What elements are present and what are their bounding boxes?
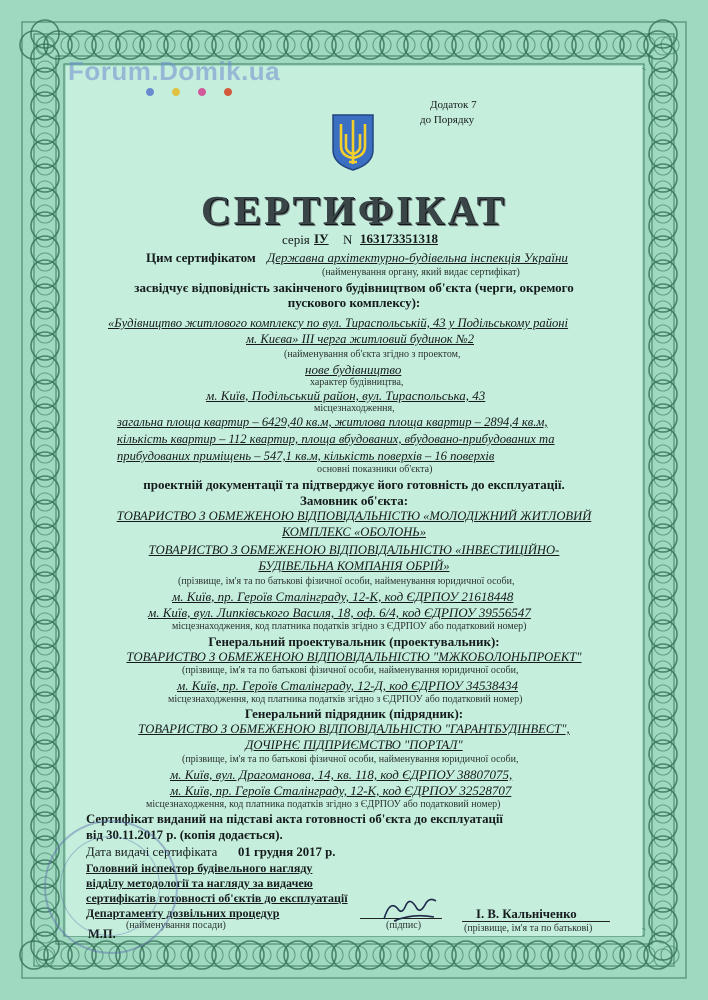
construction-type: нове будівництво	[305, 362, 402, 377]
ukraine-coat-of-arms-icon	[330, 112, 376, 172]
customer-line-3: ТОВАРИСТВО З ОБМЕЖЕНОЮ ВІДПОВІДАЛЬНІСТЮ «ІНВЕСТИЦІЙНО-	[148, 543, 560, 557]
official-position-line-2: відділу методології та нагляду за видачею	[86, 876, 313, 890]
object-location-caption: місцезнаходження,	[314, 403, 395, 414]
basis-line-2: від 30.11.2017 р. (копія додається).	[86, 828, 283, 842]
official-position-line-4: Департаменту дозвільних процедур	[86, 906, 280, 920]
contractor-caption-2: місцезнаходження, код платника податків згідно з ЄДРПОУ або податковий номер)	[146, 799, 501, 810]
issue-date-value: 01 грудня 2017 р.	[238, 845, 336, 859]
conformity-statement: проектній документації та підтверджує його готовність до експлуатації.	[143, 477, 565, 492]
dot-yellow	[172, 88, 180, 96]
customer-address-2: м. Київ, вул. Липківського Василя, 18, оф. 6/4, код ЄДРПОУ 39556547	[148, 605, 531, 620]
designer-name: ТОВАРИСТВО З ОБМЕЖЕНОЮ ВІДПОВІДАЛЬНІСТЮ "МЖКОБОЛОНЬПРОЕКТ"	[126, 650, 582, 664]
issuer-prefix: Цим сертифікатом	[146, 250, 256, 265]
customer-line-2: КОМПЛЕКС «ОБОЛОНЬ»	[281, 525, 427, 539]
contractor-caption-1: (прізвище, ім'я та по батькові фізичної особи, найменування юридичної особи,	[182, 754, 519, 765]
official-position-caption: (найменування посади)	[126, 920, 226, 931]
contractor-line-1: ТОВАРИСТВО З ОБМЕЖЕНОЮ ВІДПОВІДАЛЬНІСТЮ "ГАРАНТБУДІНВЕСТ",	[138, 722, 570, 736]
metrics-line-2: кількість квартир – 112 квартир, площа вбудованих, вбудовано-прибудованих та	[117, 432, 555, 446]
appendix-line-1: Додаток 7	[430, 99, 477, 111]
customer-heading: Замовник об'єкта:	[299, 493, 409, 508]
metrics-line-1: загальна площа квартир – 6429,40 кв.м, житлова площа квартир – 2894,4 кв.м,	[117, 415, 548, 429]
contractor-line-2: ДОЧІРНЄ ПІДПРИЄМСТВО "ПОРТАЛ"	[245, 738, 463, 752]
customer-line-1: ТОВАРИСТВО З ОБМЕЖЕНОЮ ВІДПОВІДАЛЬНІСТЮ «МОЛОДІЖНИЙ ЖИТЛОВИЙ	[116, 509, 592, 523]
dot-red	[224, 88, 232, 96]
watermark: Forum.Domik.ua	[68, 56, 281, 86]
issuer-caption: (найменування органу, який видає сертифікат)	[322, 267, 520, 278]
dot-blue	[146, 88, 154, 96]
signature-caption: (підпис)	[386, 920, 422, 931]
designer-caption-2: місцезнаходження, код платника податків згідно з ЄДРПОУ або податковий номер)	[168, 694, 523, 705]
object-name-line-1: «Будівництво житлового комплексу по вул. Тираспольській, 43 у Подільському районі	[108, 316, 569, 330]
signer-name: І. В. Кальніченко	[476, 907, 577, 921]
object-location: м. Київ, Подільський район, вул. Тираспольська, 43	[206, 388, 486, 403]
signer-line	[462, 921, 610, 922]
seal-label: М.П.	[88, 927, 116, 941]
official-position-line-3: сертифікатів готовності об'єктів до експлуатації	[86, 891, 348, 905]
series-value: ІУ	[314, 231, 329, 246]
construction-type-caption: характер будівництва,	[310, 377, 404, 388]
customer-caption-1: (прізвище, ім'я та по батькові фізичної особи, найменування юридичної особи,	[178, 576, 515, 587]
basis-line-1: Сертифікат виданий на підставі акта готовності об'єкта до експлуатації	[86, 812, 503, 826]
confirms-line-2: пускового комплексу):	[287, 295, 421, 310]
object-name-caption: (найменування об'єкта згідно з проектом,	[284, 349, 461, 360]
contractor-address-1: м. Київ, вул. Драгоманова, 14, кв. 118, код ЄДРПОУ 38807075,	[170, 767, 513, 782]
series-number-label: N	[343, 232, 353, 247]
dot-pink	[198, 88, 206, 96]
metrics-line-3: прибудованих приміщень – 547,1 кв.м, кількість поверхів – 16 поверхів	[117, 449, 495, 463]
customer-caption-2: місцезнаходження, код платника податків згідно з ЄДРПОУ або податковий номер)	[172, 621, 527, 632]
certificate-title: СЕРТИФІКАТ	[201, 187, 507, 233]
issue-date-label: Дата видачі сертифіката	[86, 845, 218, 859]
customer-line-4: БУДІВЕЛЬНА КОМПАНІЯ ОБРІЙ»	[258, 559, 450, 573]
watermark-dots	[146, 88, 246, 98]
issuer-name: Державна архітектурно-будівельна інспекція України	[267, 250, 568, 265]
designer-caption-1: (прізвище, ім'я та по батькові фізичної особи, найменування юридичної особи,	[182, 665, 519, 676]
object-name-line-2: м. Києва» ІІІ черга житловий будинок №2	[246, 332, 474, 346]
customer-address-1: м. Київ, пр. Героїв Сталінграду, 12-К, код ЄДРПОУ 21618448	[172, 589, 514, 604]
official-position-line-1: Головний інспектор будівельного нагляду	[86, 861, 313, 875]
contractor-heading: Генеральний підрядник (підрядник):	[244, 706, 464, 721]
designer-address: м. Київ, пр. Героїв Сталінграду, 12-Д, код ЄДРПОУ 34538434	[177, 678, 518, 693]
designer-heading: Генеральний проектувальник (проектувальник):	[208, 634, 500, 649]
appendix-line-2: до Порядку	[420, 114, 475, 126]
metrics-caption: основні показники об'єкта)	[317, 464, 433, 475]
contractor-address-2: м. Київ, пр. Героїв Сталінграду, 12-К, код ЄДРПОУ 32528707	[170, 783, 512, 798]
series-label: серія	[282, 232, 310, 247]
series-number: 163173351318	[360, 231, 438, 246]
signer-caption: (прізвище, ім'я та по батькові)	[464, 923, 593, 934]
official-seal-inner-ring	[60, 836, 160, 936]
confirms-line-1: засвідчує відповідність закінченого будівництвом об'єкта (черги, окремого	[134, 280, 574, 295]
